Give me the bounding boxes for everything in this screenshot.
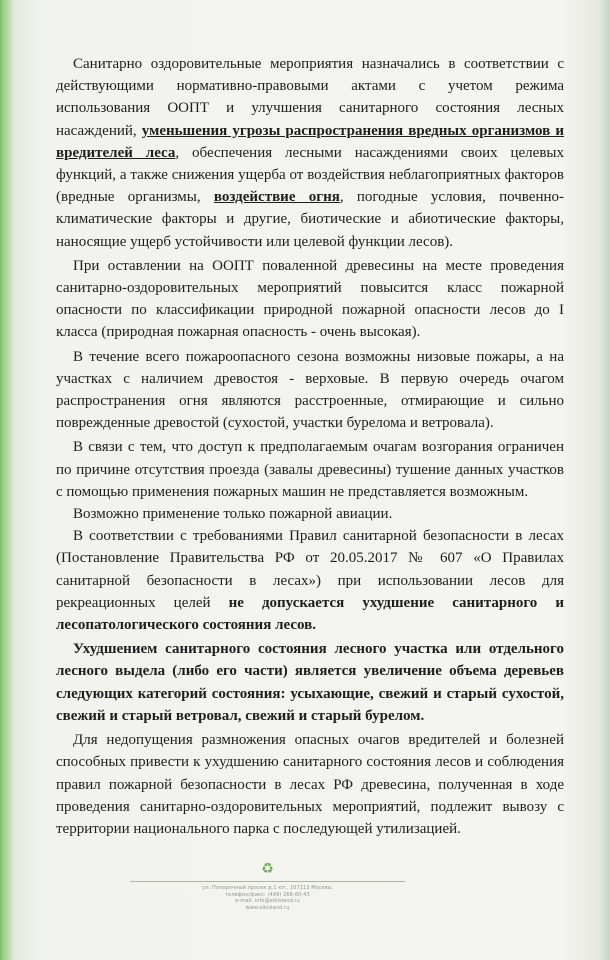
paragraph-4-text: В связи с тем, что доступ к предполагаемым очагам возгорания ограничен по причине отсутствия проезда (завалы древесины) тушение данных участков с помощью применения пожарных машин не представляется возможным. <box>56 439 564 500</box>
paragraph-2-text: При оставлении на ООПТ поваленной древесины на месте проведения санитарно-оздоровительных мероприятий повысится класс пожарной опасности по классификации природной пожарной опасности лесов до I класса (природная пожарная опасность - очень высокая). <box>56 257 564 341</box>
footer-divider <box>130 881 405 882</box>
paragraph-3 <box>56 346 564 435</box>
paragraph-4 <box>56 436 564 503</box>
paragraph-8 <box>56 729 564 840</box>
paragraph-5-text: Возможно применение только пожарной авиации. <box>73 506 393 523</box>
document-body <box>56 53 564 840</box>
recycle-icon: ♻ <box>261 861 274 877</box>
footer-phone: телефон/факс: (499) 268-60-43 <box>225 891 310 898</box>
paragraph-6-text-1: В соответствии с требованиями Правил санитарной безопасности в лесах (Постановление Правительства РФ от 20.05.2017 № 607 «О Правилах санитарной безопасности в лесах») при использовании лесов для рекреационных целей <box>56 528 564 611</box>
paragraph-6-bold: не допускается ухудшение санитарного и лесопатологического состояния лесов. <box>56 594 564 634</box>
page-edge-shadow <box>0 0 14 960</box>
paragraph-1-text-3: , погодные условия, почвенно-климатические факторы и другие, биотические и абиотические факторы, наносящие ущерб устойчивости или целевой функции лесов). <box>56 189 565 250</box>
paragraph-5 <box>56 503 564 525</box>
paragraph-7 <box>56 638 564 727</box>
footer-email: e-mail: info@elkisland.ru <box>235 898 300 905</box>
paragraph-1-text-1: Санитарно оздоровительные мероприятия назначались в соответствии с действующими нормативно-правовыми актами с учетом режима использования ООПТ и улучшения санитарного состояния лесных насаждений, <box>56 56 564 139</box>
paragraph-3-text: В течение всего пожароопасного сезона возможны низовые пожары, а на участках с наличием древостоя - верховые. В первую очередь очагом распространения огня являются расстроенные, отмирающие и сильно поврежденные древостой (сухостой, участки бурелома и ветровала). <box>56 348 564 432</box>
paragraph-1-underlined-2: воздействие огня <box>213 189 340 206</box>
paragraph-2 <box>56 255 564 344</box>
paragraph-1-text-2: , обеспечения лесными насаждениями своих целевых функций, а также снижения ущерба от воздействия неблагоприятных факторов (вредные организмы, <box>56 144 564 206</box>
paragraph-7-bold: Ухудшением санитарного состояния лесного участка или отдельного лесного выдела (либо его части) является увеличение объема деревьев следующих категорий состояния: усыхающие, свежий и старый сухостой, свежий и старый ветровал, свежий и старый бурелом. <box>56 641 564 724</box>
paragraph-1 <box>56 53 564 253</box>
footer-address: ул. Поперечный просек д.1 кл., 107113 Москва, <box>202 885 333 891</box>
paragraph-6 <box>56 525 564 636</box>
paragraph-1-underlined-1: уменьшения угрозы распространения вредных организмов и вредителей леса <box>56 122 565 161</box>
letterhead-footer <box>130 862 405 911</box>
paragraph-8-text: Для недопущения размножения опасных очагов вредителей и болезней способных привести к ухудшению санитарного состояния лесов и соблюдения правил пожарной безопасности в лесах РФ древесина, полученная в ходе проведения санитарно-оздоровительных мероприятий, подлежит вывозу с территории национального парка с последующей утилизацией. <box>56 732 564 837</box>
footer-website: www.elkisland.ru <box>245 904 290 911</box>
